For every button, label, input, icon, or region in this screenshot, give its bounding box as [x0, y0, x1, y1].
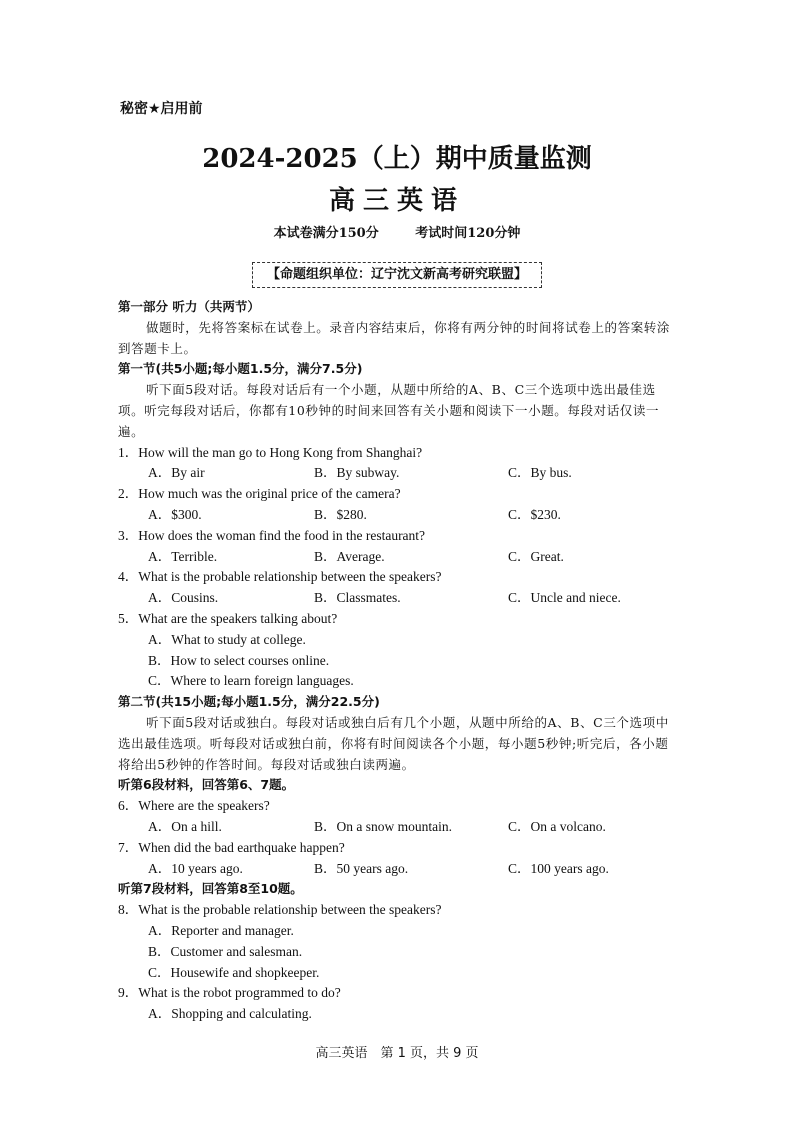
option-b: B．Classmates.	[314, 590, 401, 606]
option-a: A．Shopping and calculating.	[148, 1006, 312, 1022]
options-1	[118, 463, 678, 484]
question-7: 7．When did the bad earthquake happen?	[118, 839, 345, 855]
question-3: 3．How does the woman find the food in the restaurant?	[118, 527, 426, 543]
option-a: A．On a hill.	[148, 818, 222, 834]
option-a: A．By air	[148, 465, 205, 481]
exam-title: 2024-2025（上）期中质量监测	[202, 144, 592, 174]
question-8: 8．What is the probable relationship between the speakers?	[118, 902, 442, 918]
option-a: A．What to study at college.	[148, 631, 306, 647]
option-a: A．Terrible.	[148, 548, 218, 564]
part1-heading: 第一部分 听力（共两节）	[118, 299, 260, 314]
option-c: C．Where to learn foreign languages.	[148, 673, 354, 689]
options-4	[118, 588, 678, 609]
exam-body	[118, 297, 678, 1025]
part1-intro: 做题时，先将答案标在试卷上。录音内容结束后，你将有两分钟的时间将试卷上的答案转涂到答题卡上。	[118, 319, 671, 356]
question-5: 5．What are the speakers talking about?	[118, 610, 338, 626]
option-c: C．Housewife and shopkeeper.	[148, 964, 320, 980]
exam-time: 考试时间120分钟	[415, 226, 521, 241]
option-c: C．On a volcano.	[508, 818, 606, 834]
page-footer: 高三英语 第 1 页，共 9 页	[315, 1046, 479, 1061]
section2-heading: 第二节(共15小题;每小题1.5分，满分22.5分)	[118, 694, 380, 710]
question-1: 1．How will the man go to Hong Kong from Shanghai?	[118, 444, 423, 460]
option-c: C．By bus.	[508, 465, 572, 481]
option-c: C．$230.	[508, 506, 561, 522]
question-2: 2．How much was the original price of the camera?	[118, 486, 401, 502]
option-b: B．$280.	[314, 506, 367, 522]
options-7	[118, 859, 678, 880]
option-a: A．$300.	[148, 506, 202, 522]
exam-meta	[0, 222, 794, 241]
section1-heading: 第一节(共5小题;每小题1.5分，满分7.5分)	[118, 361, 363, 377]
option-c: C．100 years ago.	[508, 860, 609, 876]
confidential-label: 秘密★启用前	[120, 101, 203, 117]
option-b: B．50 years ago.	[314, 860, 409, 876]
question-4: 4．What is the probable relationship between the speakers?	[118, 569, 442, 585]
option-b: B．On a snow mountain.	[314, 818, 452, 834]
question-9: 9．What is the robot programmed to do?	[118, 985, 341, 1001]
option-a: A．10 years ago.	[148, 860, 243, 876]
options-6	[118, 817, 678, 838]
options-3	[118, 547, 678, 568]
option-b: B．How to select courses online.	[148, 652, 330, 668]
option-c: C．Great.	[508, 548, 564, 564]
option-b: B．Customer and salesman.	[148, 943, 303, 959]
option-b: B．By subway.	[314, 465, 400, 481]
option-a: A．Reporter and manager.	[148, 922, 294, 938]
section2-intro: 听下面5段对话或独白。每段对话或独白后有几个小题，从题中所给的A、B、C三个选项中选出最佳选项。听每段对话或独白前，你将有时间阅读各个小题，每小题5秒钟;听完后，各小题将给出5秒钟的作答时间。每段对话或独白读两遍。	[118, 714, 669, 772]
full-score: 本试卷满分150分	[273, 226, 379, 241]
option-b: B．Average.	[314, 548, 385, 564]
option-c: C．Uncle and niece.	[508, 590, 621, 606]
material-7-heading: 听第7段材料，回答第8至10题。	[118, 881, 303, 897]
organizer-box: 【命题组织单位：辽宁沈文新高考研究联盟】	[252, 262, 542, 288]
material-6-heading: 听第6段材料，回答第6、7题。	[118, 777, 295, 793]
exam-subject: 高三英语	[328, 186, 465, 216]
options-2	[118, 505, 678, 526]
option-a: A．Cousins.	[148, 590, 219, 606]
question-6: 6．Where are the speakers?	[118, 798, 270, 814]
section1-intro: 听下面5段对话。每段对话后有一个小题，从题中所给的A、B、C三个选项中选出最佳选项。听完每段对话后，你都有10秒钟的时间来回答有关小题和阅读下一小题。每段对话仅读一遍。	[118, 382, 660, 439]
